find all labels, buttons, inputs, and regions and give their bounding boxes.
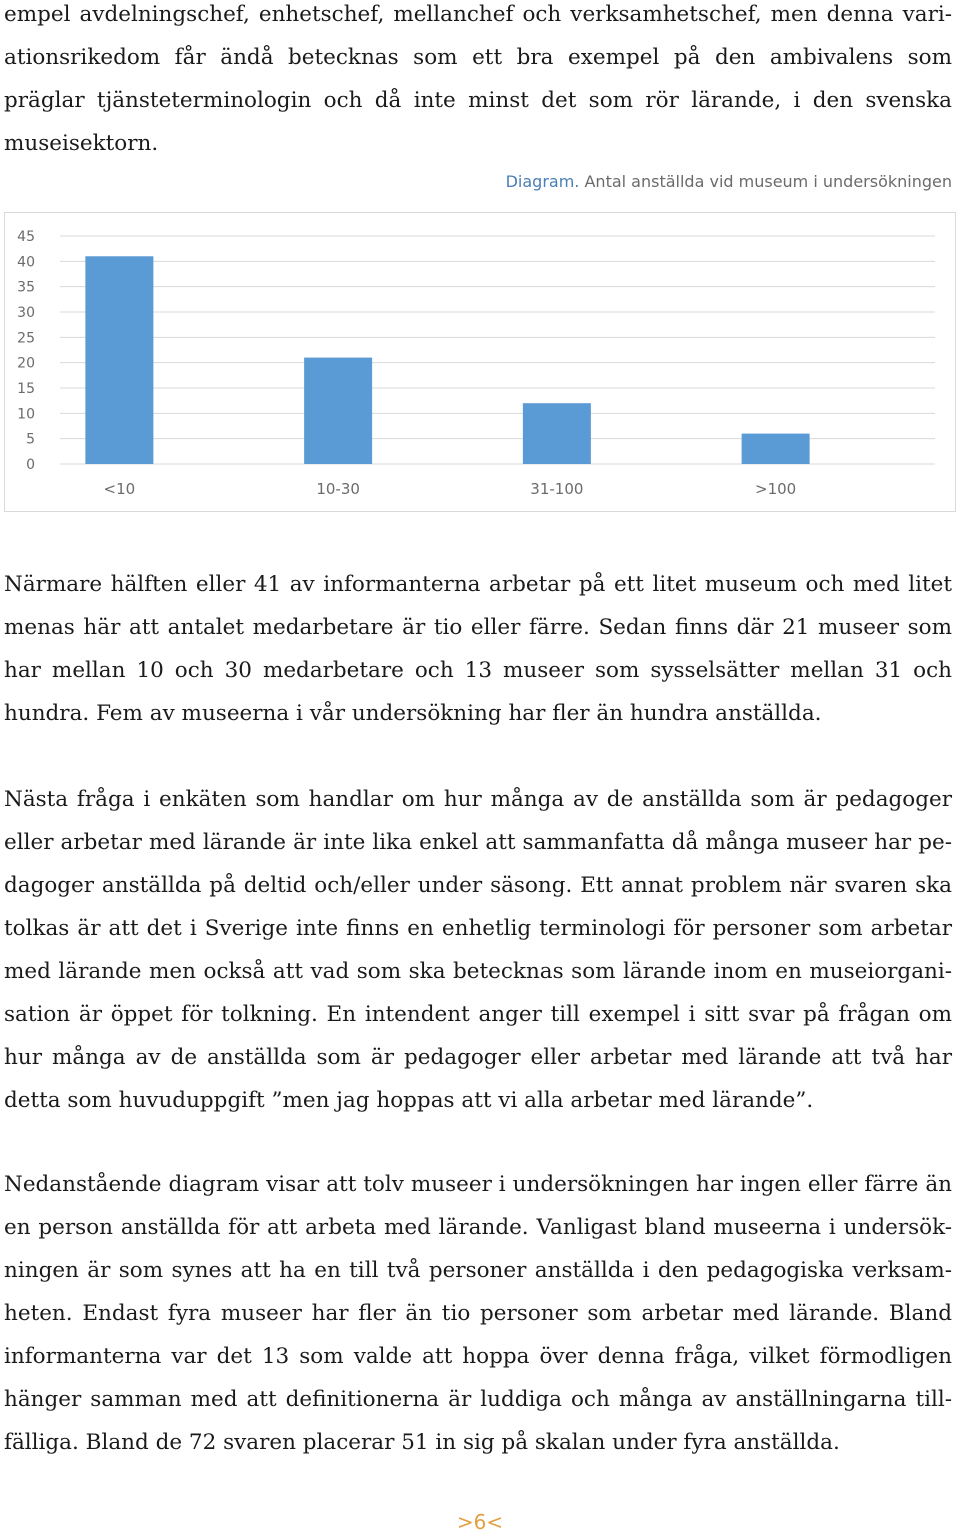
y-tick-label: 5 [26, 431, 35, 448]
chart-frame [4, 212, 956, 512]
page-number: >6< [456, 1510, 504, 1534]
chart-title-text: Antal anställda vid museum i undersökningen [579, 172, 952, 191]
y-tick-label: 25 [17, 330, 35, 347]
employees-bar-chart [5, 213, 955, 511]
y-tick-label: 20 [17, 355, 35, 372]
y-tick-label: 35 [17, 279, 35, 296]
y-tick-label: 0 [26, 457, 35, 473]
x-tick-label: >100 [755, 480, 797, 498]
y-tick-label: 45 [17, 229, 35, 245]
bar-1 [304, 358, 372, 464]
paragraph-pedagogues: Nästa fråga i enkäten som handlar om hur många av de anställda som är pedagoger eller arbetar med lärande är inte lika enkel att sammanfatta då många museer har pe-dagoger anställda på deltid och/eller under säsong. Ett annat problem när svaren ska tolkas är att det i Sverige inte finns en enhetlig terminologi för personer som arbetar med lärande men också att vad som ska betecknas som lärande inom en museiorgani-sation är öppet för tolkning. En intendent anger till exempel i sitt svar på frågan om hur många av de anställda som är pedagoger eller arbetar med lärande att två har detta som huvuduppgift ”men jag hoppas att vi alla arbetar med lärande”. [4, 787, 952, 1113]
y-tick-label: 10 [17, 406, 35, 423]
y-tick-label: 15 [17, 381, 35, 397]
y-tick-label: 30 [17, 305, 35, 321]
y-tick-label: 40 [17, 254, 35, 271]
bar-3 [742, 434, 810, 464]
intro-paragraph: empel avdelningschef, enhetschef, mellanchef och verksamhetschef, men denna vari-ationsrikedom får ändå betecknas som ett bra exempel på den ambivalens som präglar tjänsteterminologin och då inte minst det som rör lärande, i den svenska museisektorn. [4, 2, 952, 156]
x-tick-label: <10 [103, 480, 136, 498]
bar-2 [523, 403, 591, 464]
chart-title-lead: Diagram. [505, 172, 580, 191]
chart-title [506, 172, 952, 191]
bar-0 [85, 256, 153, 464]
paragraph-diagram-summary: Nedanstående diagram visar att tolv museer i undersökningen har ingen eller färre än en person anställda för att arbeta med lärande. Vanligast bland museerna i undersök-ningen är som synes att ha en till två personer anställda i den pedagogiska verksam-heten. Endast fyra museer har fler än tio personer som arbetar med lärande. Bland informanterna var det 13 som valde att hoppa över denna fråga, vilket förmodligen hänger samman med att definitionerna är luddiga och många av anställningarna till-fälliga. Bland de 72 svaren placerar 51 in sig på skalan under fyra anställda. [4, 1172, 952, 1455]
paragraph-museum-size: Närmare hälften eller 41 av informanterna arbetar på ett litet museum och med litet menas här att antalet medarbetare är tio eller färre. Sedan finns där 21 museer som har mellan 10 och 30 medarbetare och 13 museer som sysselsätter mellan 31 och hundra. Fem av museerna i vår undersökning har fler än hundra anställda. [4, 572, 952, 726]
x-tick-label: 31-100 [530, 480, 584, 498]
x-tick-label: 10-30 [316, 480, 360, 498]
